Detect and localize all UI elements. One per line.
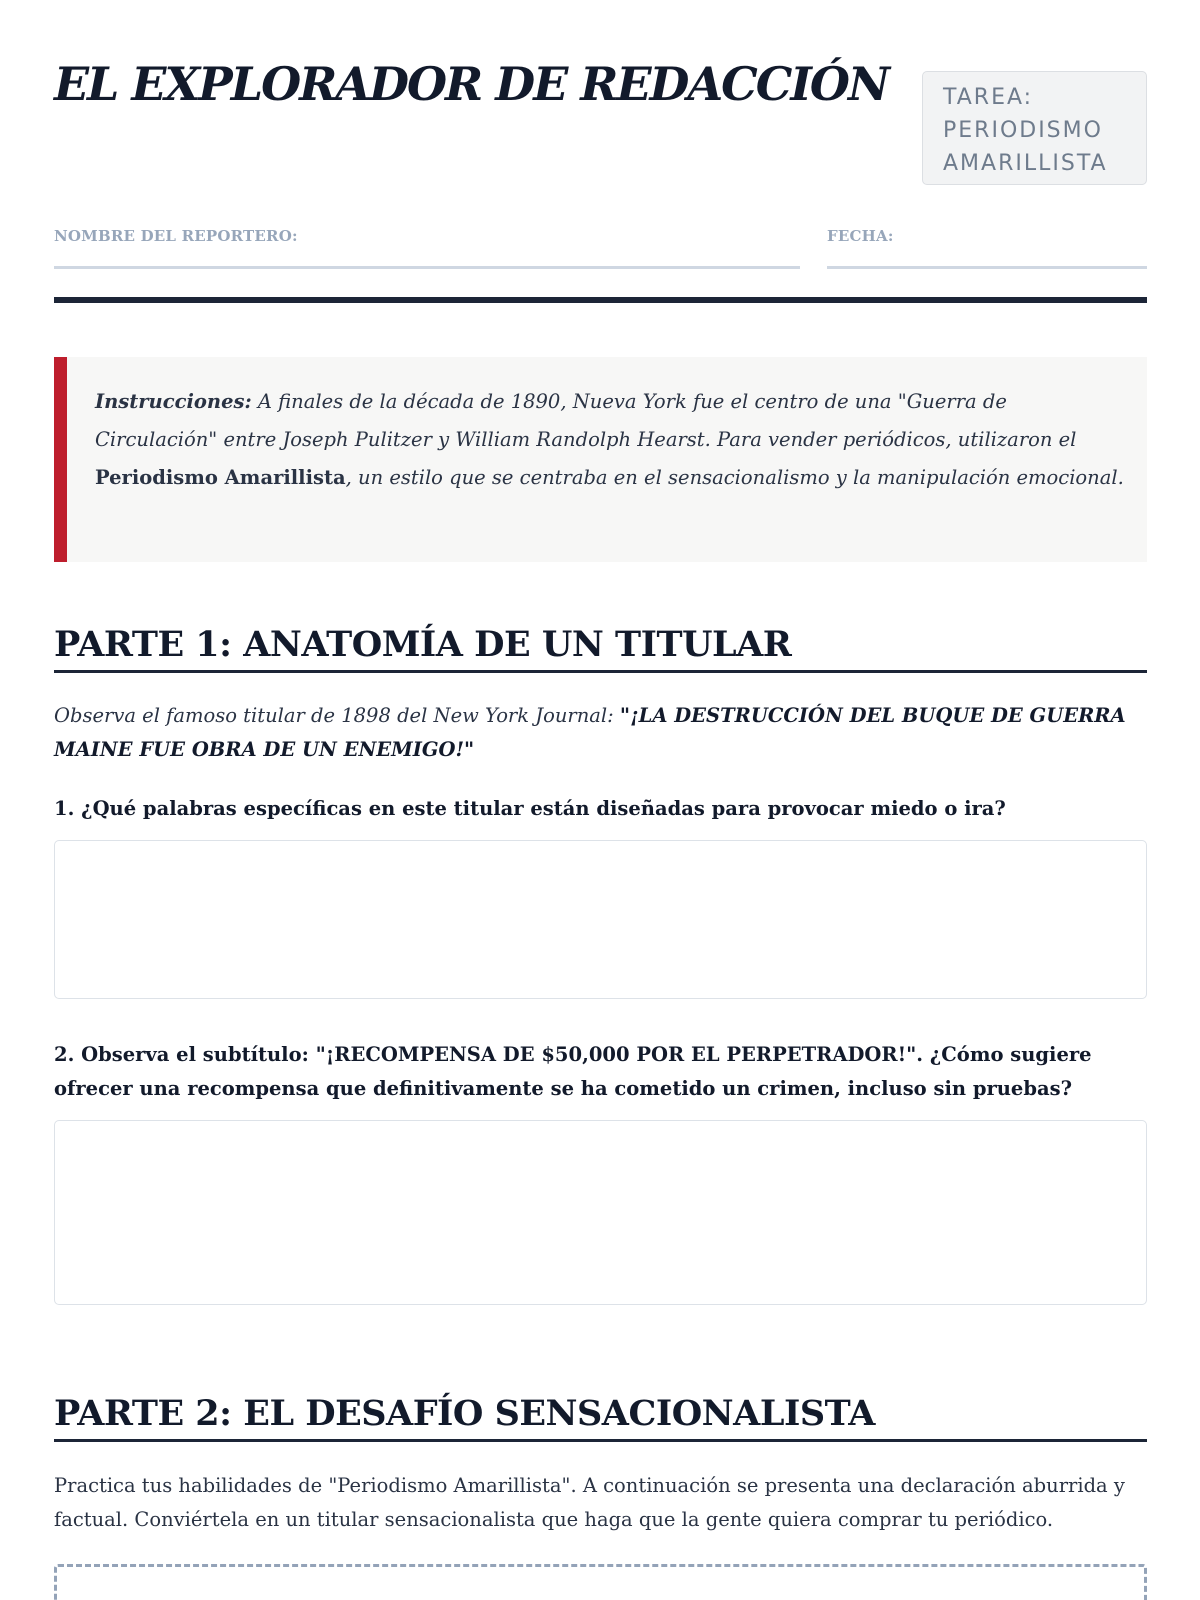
date-field[interactable] (827, 226, 1147, 269)
famous-headline: "¡LA DESTRUCCIÓN DEL BUQUE DE GUERRA MAINE FUE OBRA DE UN ENEMIGO!" (54, 704, 1126, 761)
reporter-name-field[interactable] (54, 226, 800, 269)
answer-box-2[interactable] (54, 1120, 1147, 1305)
instructions-text-2: , un estilo que se centraba en el sensacionalismo y la manipulación emocional. (345, 466, 1124, 489)
instructions-term: Periodismo Amarillista (95, 466, 346, 489)
headline-rewrite-box[interactable] (54, 1564, 1147, 1600)
task-badge-line-2: PERIODISMO (943, 118, 1103, 143)
headline-intro-text: Observa el famoso titular de 1898 del New York Journal: (54, 704, 620, 727)
page-title: EL EXPLORADOR DE REDACCIÓN (54, 57, 888, 111)
task-badge (922, 71, 1147, 185)
question-2: 2. Observa el subtítulo: "¡RECOMPENSA DE $50,000 POR EL PERPETRADOR!". ¿Cómo sugiere ofrecer una recompensa que definitivamente se ha cometido un crimen, incluso sin pruebas? (54, 1043, 1092, 1100)
answer-box-1[interactable] (54, 840, 1147, 999)
headline-intro (54, 699, 1147, 767)
instructions-text-1: A finales de la década de 1890, Nueva York fue el centro de una "Guerra de Circulación" entre Joseph Pulitzer y William Randolph Hearst. Para vender periódicos, utilizaron el (95, 390, 1077, 451)
task-badge-line-1: TAREA: (943, 85, 1034, 110)
part2-title: PARTE 2: EL DESAFÍO SENSACIONALISTA (54, 1391, 1147, 1442)
instructions-label: Instrucciones: (95, 390, 252, 413)
task-badge-line-3: AMARILLISTA (943, 151, 1108, 176)
reporter-name-label: NOMBRE DEL REPORTERO: (54, 227, 298, 245)
part1-title: PARTE 1: ANATOMÍA DE UN TITULAR (54, 622, 1147, 673)
part2-intro: Practica tus habilidades de "Periodismo Amarillista". A continuación se presenta una declaración aburrida y factual. Conviértela en un titular sensacionalista que haga que la gente quiera comprar tu periódico. (54, 1474, 1125, 1531)
date-label: FECHA: (827, 227, 894, 245)
header (54, 52, 1147, 192)
header-divider (54, 297, 1147, 303)
instructions-box (54, 357, 1147, 562)
question-1: 1. ¿Qué palabras específicas en este titular están diseñadas para provocar miedo o ira? (54, 797, 1006, 820)
